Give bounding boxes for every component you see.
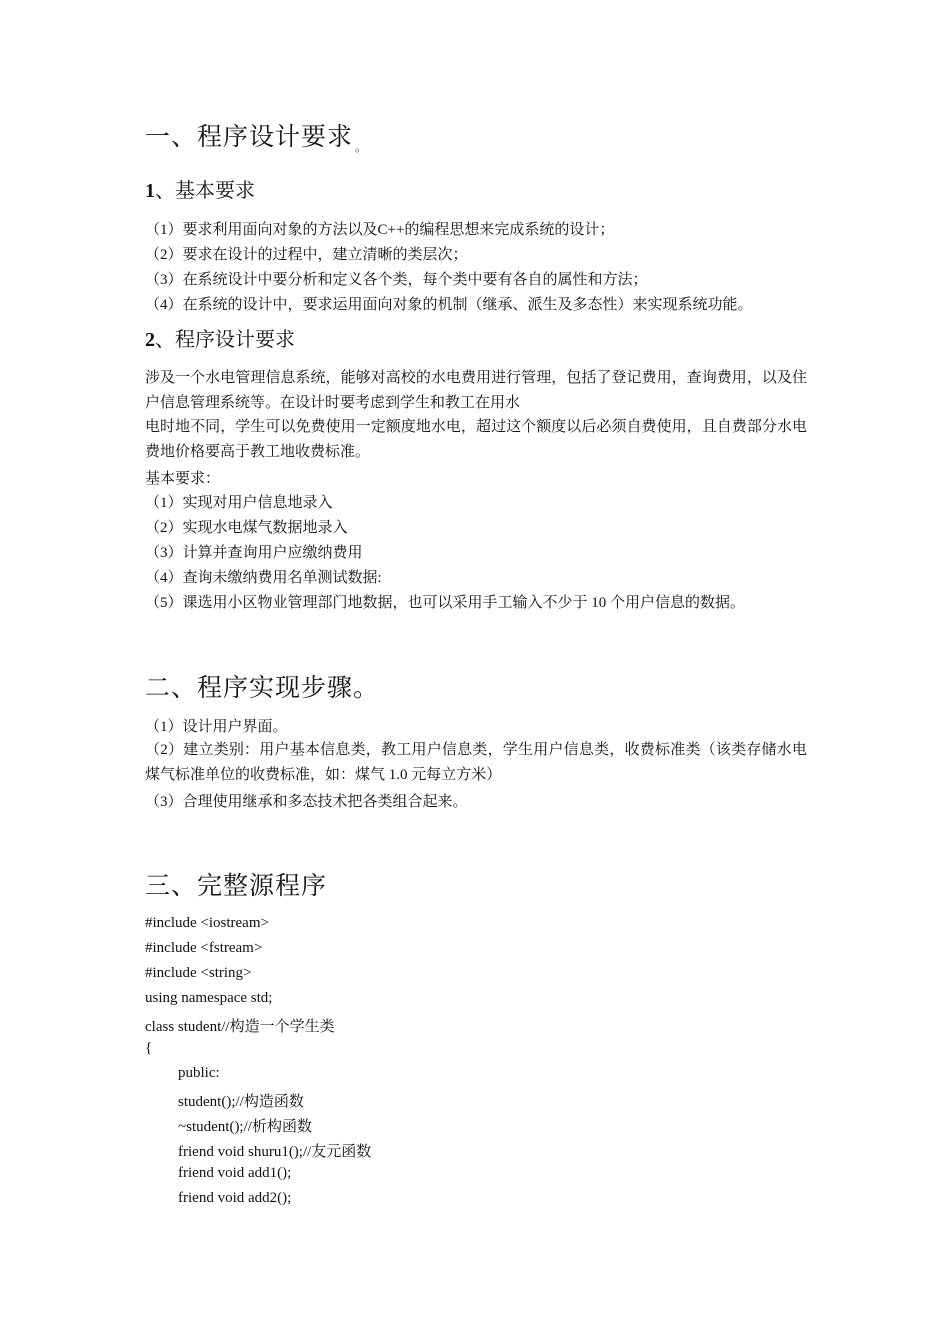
code-line-1: #include <iostream> bbox=[145, 915, 269, 931]
section1-title-tail: 。 bbox=[355, 140, 369, 154]
code-line-3: #include <string> bbox=[145, 965, 252, 981]
code-line-8: student();//构造函数 bbox=[178, 1094, 304, 1110]
code-line-6: { bbox=[145, 1040, 153, 1056]
section3-title: 三、完整源程序 bbox=[145, 873, 328, 900]
requirement-item-1: （1）要求利用面向对象的方法以及C++的编程思想来完成系统的设计； bbox=[145, 222, 615, 238]
function-item-3: （3）计算并查询用户应缴纳费用 bbox=[145, 545, 363, 561]
requirement-item-4: （4）在系统的设计中，要求运用面向对象的机制（继承、派生及多态性）来实现系统功能。 bbox=[145, 297, 753, 313]
subsection-2-heading bbox=[145, 323, 295, 352]
subsection-1-heading bbox=[145, 174, 255, 203]
code-line-4: using namespace std; bbox=[145, 990, 273, 1006]
description-paragraph-2: 电时地不同，学生可以免费使用一定额度地水电，超过这个额度以后必须自费使用，且自费部分水电费地价格要高于教工地收费标准。 bbox=[145, 419, 807, 460]
subsection-2-number: 2 bbox=[145, 329, 155, 351]
function-item-4: （4）查询未缴纳费用名单测试数据: bbox=[145, 570, 382, 586]
description-paragraph-1: 涉及一个水电管理信息系统，能够对高校的水电费用进行管理，包括了登记费用，查询费用，以及住户信息管理系统等。在设计时要考虑到学生和教工在用水 bbox=[145, 370, 807, 411]
requirement-item-2: （2）要求在设计的过程中，建立清晰的类层次； bbox=[145, 247, 468, 263]
code-line-11: friend void add1(); bbox=[178, 1165, 292, 1181]
code-line-9: ~student();//析构函数 bbox=[178, 1119, 312, 1135]
subsection-1-number: 1 bbox=[145, 180, 155, 202]
function-item-2: （2）实现水电煤气数据地录入 bbox=[145, 520, 348, 536]
step-item-2: （2）建立类别：用户基本信息类，教工用户信息类，学生用户信息类，收费标准类（该类存储水电煤气标准单位的收费标准，如：煤气 1.0 元每立方米） bbox=[145, 742, 807, 783]
code-line-2: #include <fstream> bbox=[145, 940, 263, 956]
function-item-1: （1）实现对用户信息地录入 bbox=[145, 495, 333, 511]
code-line-7: public: bbox=[178, 1065, 220, 1081]
section1-heading bbox=[145, 117, 368, 155]
function-item-5: （5）课选用小区物业管理部门地数据，也可以采用手工输入不少于 10 个用户信息的数据。 bbox=[145, 595, 746, 611]
subsection-2-title: 、程序设计要求 bbox=[155, 329, 295, 351]
subsection-1-title: 、基本要求 bbox=[155, 180, 255, 202]
basic-requirements-label: 基本要求： bbox=[145, 471, 221, 487]
code-line-5: class student//构造一个学生类 bbox=[145, 1019, 335, 1035]
step-item-1: （1）设计用户界面。 bbox=[145, 719, 288, 735]
section2-title: 二、程序实现步骤。 bbox=[145, 675, 380, 702]
code-line-10: friend void shuru1();//友元函数 bbox=[178, 1144, 372, 1160]
requirement-item-3: （3）在系统设计中要分析和定义各个类，每个类中要有各自的属性和方法； bbox=[145, 272, 648, 288]
code-line-12: friend void add2(); bbox=[178, 1190, 292, 1206]
step-item-3: （3）合理使用继承和多态技术把各类组合起来。 bbox=[145, 794, 468, 810]
section1-title: 一、程序设计要求 bbox=[145, 124, 354, 151]
